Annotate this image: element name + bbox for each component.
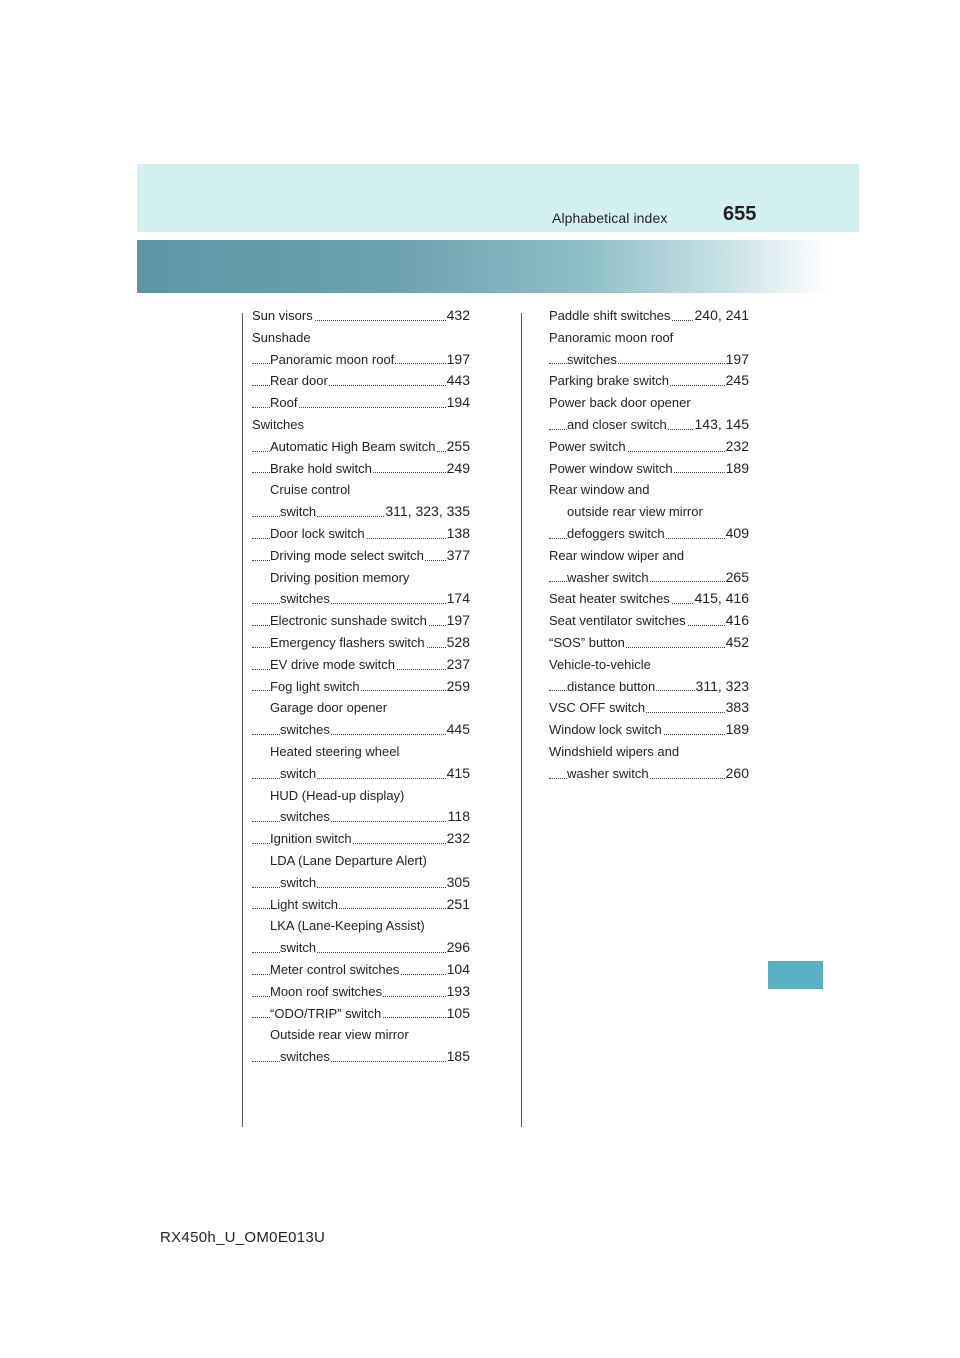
index-entry: [252, 697, 470, 719]
index-entry: [252, 741, 470, 763]
index-entry: [252, 610, 470, 632]
index-entry-page: 432: [446, 305, 470, 327]
index-entry: [252, 501, 470, 523]
index-entry-page: 232: [446, 828, 470, 850]
index-entry: [549, 610, 749, 632]
index-entry-page: 415, 416: [694, 588, 750, 610]
index-entry: [549, 458, 749, 480]
index-entry: [549, 327, 749, 349]
index-entry: [252, 850, 470, 872]
index-entry-text: Garage door opener: [270, 700, 388, 716]
index-entry: [549, 501, 749, 523]
index-entry-text: LDA (Lane Departure Alert): [270, 852, 427, 868]
index-entry-text: switch: [280, 501, 317, 523]
index-entry-page: 105: [446, 1003, 470, 1025]
index-entry-page: 255: [446, 436, 470, 458]
index-entry-text: distance button: [567, 676, 656, 698]
section-title: Alphabetical index: [552, 210, 668, 226]
column-divider-left: [242, 313, 243, 1127]
index-entry: [549, 436, 749, 458]
index-entry-text: Driving position memory: [270, 569, 410, 585]
index-entry-page: 197: [446, 349, 470, 371]
footer-model-code: RX450h_U_OM0E013U: [160, 1229, 326, 1246]
index-entry-text: Seat ventilator switches: [549, 610, 687, 632]
index-entry-text: Window lock switch: [549, 719, 663, 741]
index-entry-text: defoggers switch: [567, 523, 666, 545]
index-entry: [549, 676, 749, 698]
index-entry: [252, 1003, 470, 1025]
index-entry-page: 138: [446, 523, 470, 545]
index-entry-text: Switches: [252, 416, 305, 432]
index-entry-page: 189: [725, 458, 749, 480]
index-entry: [549, 567, 749, 589]
index-entry-page: 260: [725, 763, 749, 785]
index-entry: [252, 959, 470, 981]
index-entry: [549, 545, 749, 567]
index-entry: [549, 479, 749, 501]
index-entry-text: Ignition switch: [270, 828, 353, 850]
index-entry-text: Cruise control: [270, 482, 351, 498]
index-entry-text: Parking brake switch: [549, 370, 670, 392]
index-entry: [549, 414, 749, 436]
index-entry-page: 249: [446, 458, 470, 480]
index-entry: [549, 349, 749, 371]
index-entry-page: 305: [446, 872, 470, 894]
index-entry-text: Brake hold switch: [270, 458, 373, 480]
index-column-left: [252, 305, 470, 1068]
index-entry-page: 194: [446, 392, 470, 414]
index-entry: [549, 370, 749, 392]
index-entry: [252, 872, 470, 894]
index-entry-text: switch: [280, 937, 317, 959]
index-entry-page: 118: [447, 806, 470, 828]
index-entry: [252, 676, 470, 698]
index-entry: [252, 349, 470, 371]
index-entry-text: Electronic sunshade switch: [270, 610, 428, 632]
index-entry-page: 409: [725, 523, 749, 545]
index-entry: [252, 545, 470, 567]
index-entry-text: Automatic High Beam switch: [270, 436, 436, 458]
index-entry: [549, 741, 749, 763]
index-entry: [549, 392, 749, 414]
index-entry: [549, 632, 749, 654]
index-entry: [252, 1024, 470, 1046]
index-entry: [252, 763, 470, 785]
index-entry-text: Rear window and: [549, 482, 650, 498]
column-divider-middle: [521, 313, 522, 1127]
index-entry: [252, 567, 470, 589]
index-entry-text: and closer switch: [567, 414, 668, 436]
index-entry: [549, 763, 749, 785]
index-entry-text: Emergency flashers switch: [270, 632, 426, 654]
index-entry-text: Windshield wipers and: [549, 743, 680, 759]
index-entry-text: switches: [280, 806, 331, 828]
index-entry-page: 445: [446, 719, 470, 741]
index-entry-page: 143, 145: [694, 414, 750, 436]
index-entry-text: Paddle shift switches: [549, 305, 671, 327]
index-entry-text: Rear door: [270, 370, 329, 392]
index-entry-page: 452: [725, 632, 749, 654]
index-entry-page: 443: [446, 370, 470, 392]
index-entry: [252, 458, 470, 480]
index-entry-page: 197: [725, 349, 749, 371]
index-entry-page: 311, 323: [695, 676, 749, 698]
index-entry-text: EV drive mode switch: [270, 654, 396, 676]
index-entry-page: 383: [725, 697, 749, 719]
index-entry-text: Rear window wiper and: [549, 547, 685, 563]
index-entry: [252, 1046, 470, 1068]
index-entry-page: 193: [446, 981, 470, 1003]
index-entry: [252, 785, 470, 807]
index-entry-text: Power switch: [549, 436, 627, 458]
index-entry: [252, 654, 470, 676]
index-entry-text: Fog light switch: [270, 676, 361, 698]
index-entry-text: washer switch: [567, 763, 650, 785]
index-entry-text: switch: [280, 872, 317, 894]
index-entry: [252, 305, 470, 327]
index-entry-page: 232: [725, 436, 749, 458]
index-entry-page: 104: [446, 959, 470, 981]
index-entry-text: Panoramic moon roof: [549, 329, 674, 345]
index-entry-text: switches: [280, 1046, 331, 1068]
index-entry-page: 245: [725, 370, 749, 392]
index-entry: [252, 937, 470, 959]
index-entry: [252, 370, 470, 392]
index-entry: [252, 327, 470, 349]
decorative-gradient-bar: [137, 240, 859, 293]
index-entry: [252, 981, 470, 1003]
index-entry: [549, 588, 749, 610]
index-entry-page: 251: [446, 894, 470, 916]
index-entry-text: Light switch: [270, 894, 339, 916]
index-entry-page: 528: [446, 632, 470, 654]
index-entry: [252, 523, 470, 545]
index-column-right: [549, 305, 749, 785]
index-entry-page: 185: [446, 1046, 470, 1068]
index-entry-text: Moon roof switches: [270, 981, 383, 1003]
index-entry-page: 240, 241: [694, 305, 750, 327]
index-entry-text: Heated steering wheel: [270, 743, 400, 759]
index-entry: [252, 806, 470, 828]
index-entry-text: switches: [280, 588, 331, 610]
index-entry: [549, 305, 749, 327]
index-entry-text: Seat heater switches: [549, 588, 671, 610]
index-entry-text: HUD (Head-up display): [270, 787, 405, 803]
index-entry: [252, 894, 470, 916]
index-entry-page: 189: [725, 719, 749, 741]
index-entry: [252, 632, 470, 654]
index-entry-text: Power back door opener: [549, 395, 691, 411]
index-entry-text: switch: [280, 763, 317, 785]
index-entry-text: Door lock switch: [270, 523, 366, 545]
index-entry-text: Meter control switches: [270, 959, 400, 981]
index-entry-text: outside rear view mirror: [567, 504, 703, 520]
index-entry: [549, 523, 749, 545]
index-entry: [252, 915, 470, 937]
index-entry-page: 377: [446, 545, 470, 567]
index-entry: [252, 479, 470, 501]
index-entry-text: Power window switch: [549, 458, 674, 480]
index-entry-text: switches: [280, 719, 331, 741]
index-entry-page: 415: [446, 763, 470, 785]
index-entry: [252, 828, 470, 850]
index-entry: [252, 436, 470, 458]
index-entry-text: Outside rear view mirror: [270, 1027, 409, 1043]
section-tab-marker: [768, 961, 823, 989]
index-entry-text: Sun visors: [252, 305, 314, 327]
index-entry-page: 174: [446, 588, 470, 610]
index-entry-text: “SOS” button: [549, 632, 626, 654]
index-entry: [252, 414, 470, 436]
index-entry-page: 237: [446, 654, 470, 676]
index-entry-text: VSC OFF switch: [549, 697, 646, 719]
index-entry-page: 311, 323, 335: [384, 501, 470, 523]
index-entry-page: 416: [725, 610, 749, 632]
index-entry-page: 265: [725, 567, 749, 589]
index-entry: [252, 719, 470, 741]
index-entry: [549, 654, 749, 676]
index-entry-page: 259: [446, 676, 470, 698]
index-entry: [549, 719, 749, 741]
index-entry-text: Roof: [270, 392, 298, 414]
index-entry-text: “ODO/TRIP” switch: [270, 1003, 382, 1025]
index-entry-page: 197: [446, 610, 470, 632]
index-entry: [549, 697, 749, 719]
index-entry-page: 296: [446, 937, 470, 959]
index-entry: [252, 392, 470, 414]
index-entry-text: LKA (Lane-Keeping Assist): [270, 918, 425, 934]
index-entry: [252, 588, 470, 610]
index-entry-text: washer switch: [567, 567, 650, 589]
index-entry-text: Vehicle-to-vehicle: [549, 656, 651, 672]
index-entry-text: Panoramic moon roof: [270, 349, 395, 371]
index-entry-text: switches: [567, 349, 618, 371]
page-number: 655: [723, 203, 757, 225]
index-entry-text: Sunshade: [252, 329, 311, 345]
index-entry-text: Driving mode select switch: [270, 545, 425, 567]
